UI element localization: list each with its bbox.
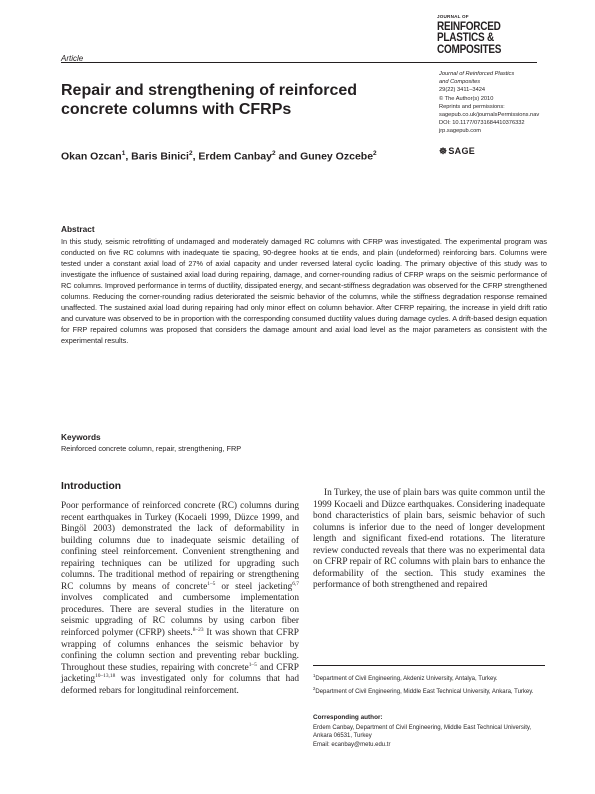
author-name: Okan Ozcan	[61, 150, 122, 163]
permissions-link[interactable]: sagepub.co.uk/journalsPermissions.nav	[439, 112, 540, 119]
logo-line-1: JOURNAL OF	[437, 14, 469, 19]
intro-right-column	[313, 488, 545, 592]
journal-title-1: Journal of Reinforced Plastics	[439, 71, 515, 77]
citation-mark[interactable]: 10–13,18	[95, 673, 116, 680]
author-affiliation-mark: 2	[188, 150, 193, 157]
doi[interactable]: DOI: 10.1177/0731684410376332	[439, 120, 525, 127]
author-affiliation-mark: 1	[121, 150, 126, 157]
affiliation-2-text: Department of Civil Engineering, Middle East Technical University, Ankara, Turkey.	[315, 689, 534, 695]
keywords-heading: Keywords	[61, 432, 101, 442]
affiliation-1	[313, 672, 545, 683]
author-name: Baris Binici	[131, 150, 189, 163]
volume-info: 29(22) 3411–3424	[439, 87, 486, 94]
citation-mark[interactable]: 6,7	[292, 580, 299, 587]
publisher-name: SAGE	[448, 146, 476, 156]
reprints-label: Reprints and permissions:	[439, 103, 505, 110]
keywords-text: Reinforced concrete column, repair, strengthening, FRP	[61, 444, 242, 453]
intro-paragraph-1: Poor performance of reinforced concrete (RC) columns during recent earthquakes in Turkey (Kocaeli 1999, Düzce 1999, and Bingöl 2003) demonstrated the lack of deformability in building columns due to inadequate seismic detailing of confining steel reinforcement. Convenient strengthening and repairing techniques can be utilized for upgrading such columns. The traditional method of repairing or strengthening RC columns by means of concrete$^{1-5}$ or steel jacketing$^{6,7}$ involves complicated and cumbersome implementation procedures. There are several studies in the literature on seismic upgrading of RC columns by using carbon fiber reinforced polymer (CFRP) sheets.$^{8-23}$ It was shown that CFRP wrapping of columns enhances the seismic behavior by confining the column section and preventing rebar buckling. Throughout these studies, repairing with concrete$^{1-5}$ and CFRP jacketing$^{10-13,18}$ was investigated only for columns that had deformed rebars for longitudinal reinforcement.	[61, 501, 299, 696]
corresponding-author-email[interactable]: Email: ecanbay@metu.edu.tr	[313, 741, 391, 748]
author-affiliation-mark: 2	[271, 150, 276, 157]
article-title: Repair and strengthening of reinforced concrete columns with CFRPs	[61, 82, 358, 118]
citation-mark[interactable]: 8–23	[192, 626, 204, 633]
corresponding-author-address: Erdem Canbay, Department of Civil Engineering, Middle East Technical University, Ankara 06531, Turkey	[313, 725, 532, 740]
logo-line-4: COMPOSITES	[437, 41, 502, 56]
logo-line-2: REINFORCED	[437, 18, 501, 33]
author-name: Guney Ozcebe	[300, 150, 374, 163]
corresponding-author-heading: Corresponding author:	[313, 714, 383, 721]
copyright: © The Author(s) 2010	[439, 95, 494, 102]
citation-mark[interactable]: 1–5	[207, 580, 216, 587]
abstract-heading: Abstract	[61, 224, 95, 234]
header-rule	[61, 62, 537, 63]
author-name: Erdem Canbay	[198, 150, 272, 163]
corresponding-author	[313, 724, 548, 749]
affiliation-1-number: 1	[313, 673, 316, 678]
abstract-text: In this study, seismic retrofitting of undamaged and moderately damaged RC columns with CFRP was investigated. The experimental program was conducted on five RC columns with inadequate tie spacing, 90-degree hooks at tie ends, and plain (undeformed) reinforcing bars. Columns were tested under a constant axial load of 27% of axial capacity and under reversed lateral cyclic loading. The primary objective of this study was to investigate the influence of sustained axial load during repairing, damage, and corner-rounding radius of CFRP wraps on the seismic performance of RC columns. Improved performance in terms of ductility, dissipated energy, and secant-stiffness degradation was observed for the CFRP strengthened columns. Reducing the corner-rounding radius deteriorated the seismic behavior of the columns, while the stiffness degradation response remained unaffected. The sustained axial load during repairing had only minor effect on column behavior. After CFRP repairing, the increase in yield drift ratio and curvature was observed to be in proportion with the corresponding consumed ductility values during damage cycles. A drift-based design equation for FRP repaired columns was proposed that considers the damage amount and axial load level as the major parameters as consistent with the experimental results.	[61, 237, 547, 345]
citation-mark[interactable]: 1–5	[248, 661, 257, 668]
affiliation-2-number: 2	[313, 686, 316, 691]
author-affiliation-mark: 2	[373, 150, 377, 157]
introduction-heading: Introduction	[61, 481, 122, 492]
sage-mark-icon: ☸	[439, 146, 448, 156]
author-list: Okan Ozcan$^1$, Baris Binici$^2$, Erdem Canbay$^2$ and Guney Ozcebe$^2$	[61, 150, 377, 163]
journal-site-link[interactable]: jrp.sagepub.com	[439, 128, 482, 135]
article-metadata	[439, 70, 574, 136]
journal-title-2: and Composites	[439, 79, 481, 86]
article-type-label: Article	[61, 54, 84, 63]
publisher-logo	[439, 146, 475, 157]
affiliation-1-text: Department of Civil Engineering, Akdeniz University, Antalya, Turkey.	[315, 676, 498, 682]
journal-logo	[437, 15, 567, 55]
intro-left-column	[61, 501, 299, 697]
affiliation-2	[313, 685, 545, 696]
logo-line-3: PLASTICS &	[437, 30, 494, 45]
footnote-rule	[313, 665, 545, 666]
intro-paragraph-2: In Turkey, the use of plain bars was quite common until the 1999 Kocaeli and Düzce earthquakes. Considering inadequate bond characteristics of plain bars, seismic behavior of such columns is inferior due to the need of longer development length and significant fixed-end rotations. The literature review conducted reveals that there was no experimental data on CFRP repair of RC columns with plain bars to enhance the deformability of the section. This study examines the performance of both strengthened and repaired	[313, 488, 545, 591]
